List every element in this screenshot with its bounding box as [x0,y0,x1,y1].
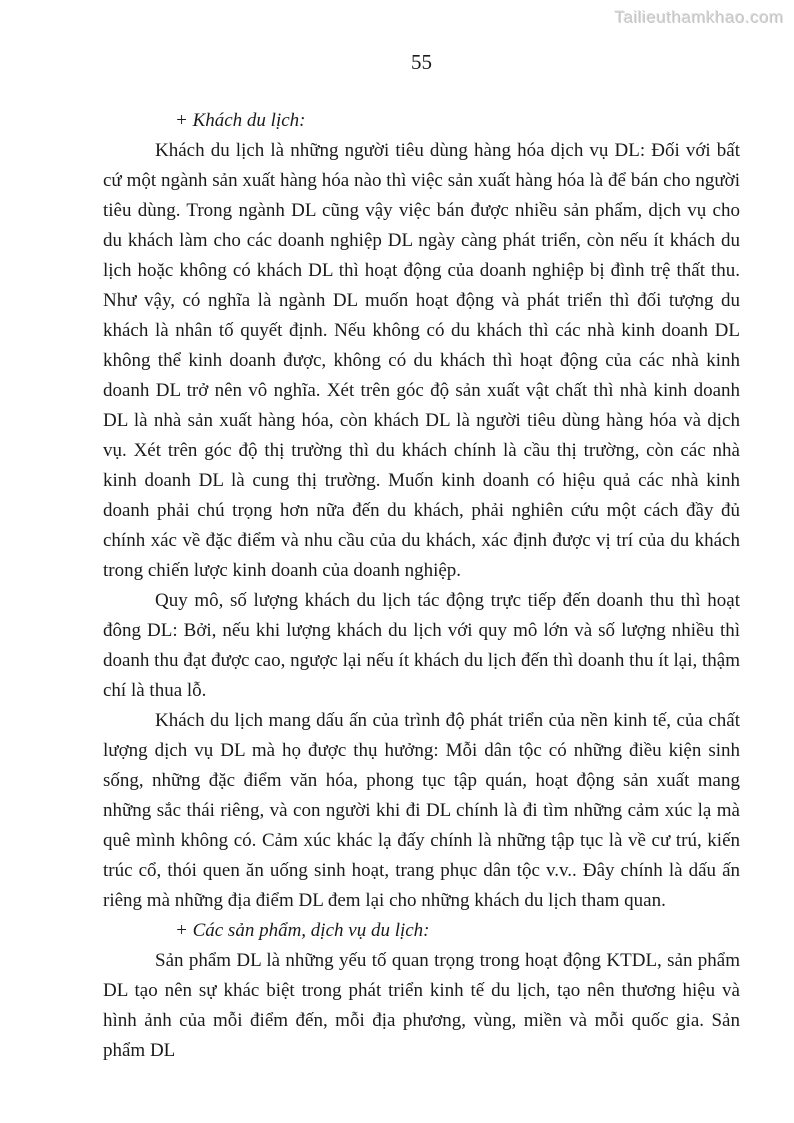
site-watermark: Tailieuthamkhao.com [614,8,784,27]
paragraph-guests-revenue: Quy mô, số lượng khách du lịch tác động trực tiếp đến doanh thu thì hoạt đông DL: Bởi, nếu khi lượng khách du lịch với quy mô lớn và số lượng nhiều thì doanh thu đạt được cao, ngược lại nếu ít khách du lịch đến thì doanh thu ít lại, thậm chí là thua lỗ. [103,590,740,701]
heading-khach-du-lich: + Khách du lịch: [175,110,306,131]
page-number: 55 [411,50,432,74]
paragraph-guests-definition: Khách du lịch là những người tiêu dùng hàng hóa dịch vụ DL: Đối với bất cứ một ngành sản xuất hàng hóa nào thì việc sản xuất hàng hóa là để bán cho người tiêu dùng. Trong ngành DL cũng vậy việc bán được nhiều sản phẩm, dịch vụ cho du khách làm cho các doanh nghiệp DL ngày càng phát triển, còn nếu ít khách du lịch hoặc không có khách DL thì hoạt động của doanh nghiệp bị đình trệ thất thu. Như vậy, có nghĩa là ngành DL muốn hoạt động và phát triển thì đối tượng du khách là nhân tố quyết định. Nếu không có du khách thì các nhà kinh doanh DL không thể kinh doanh được, không có du khách thì hoạt động của các nhà kinh doanh DL trở nên vô nghĩa. Xét trên góc độ sản xuất vật chất thì nhà kinh doanh DL là nhà sản xuất hàng hóa, còn khách DL là người tiêu dùng hàng hóa và dịch vụ. Xét trên góc độ thị trường thì du khách chính là cầu thị trường, còn các nhà kinh doanh DL là cung thị trường. Muốn kinh doanh có hiệu quả các nhà kinh doanh phải chú trọng hơn nữa đến du khách, phải nghiên cứu một cách đầy đủ chính xác về đặc điểm và nhu cầu của du khách, xác định được vị trí của du khách trong chiến lược kinh doanh của doanh nghiệp. [103,140,740,581]
paragraph-products-intro: Sản phẩm DL là những yếu tố quan trọng trong hoạt động KTDL, sản phẩm DL tạo nên sự khác biệt trong phát triển kinh tế du lịch, tạo nên thương hiệu và hình ảnh của mỗi điểm đến, mỗi địa phương, vùng, miền và mỗi quốc gia. Sản phẩm DL [103,950,740,1061]
page-content [103,106,740,1066]
paragraph-guests-culture: Khách du lịch mang dấu ấn của trình độ phát triển của nền kinh tế, của chất lượng dịch vụ DL mà họ được thụ hưởng: Mỗi dân tộc có những điều kiện sinh sống, những đặc điểm văn hóa, phong tục tập quán, hoạt động sản xuất mang những sắc thái riêng, và con người khi đi DL chính là đi tìm những cảm xúc lạ mà quê mình không có. Cảm xúc khác lạ đấy chính là những tập tục là về cư trú, kiến trúc cổ, thói quen ăn uống sinh hoạt, trang phục dân tộc v.v.. Đây chính là dấu ấn riêng mà những địa điểm DL đem lại cho những khách du lịch tham quan. [103,710,740,911]
heading-san-pham-dich-vu: + Các sản phẩm, dịch vụ du lịch: [175,920,430,941]
